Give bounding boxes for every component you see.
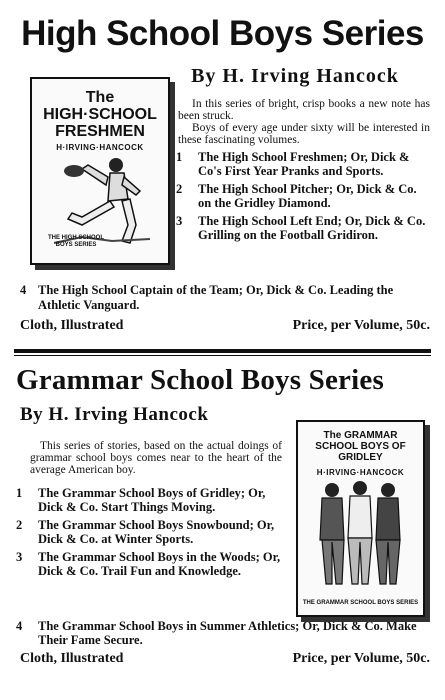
list-item (176, 150, 428, 178)
book-cover-title: The HIGH·SCHOOL FRESHMEN (43, 89, 157, 140)
binding-label: Cloth, Illustrated (20, 318, 124, 333)
list-item-title: The Grammar School Boys of Gridley; Or, Dick & Co. Start Things Moving. (38, 486, 266, 514)
list-item-title: The Grammar School Boys in Summer Athletics; Or, Dick & Co. Make Their Fame Secure. (38, 619, 417, 647)
high-school-freshmen-book-cover (30, 77, 170, 265)
schoolboys-illustration (310, 480, 410, 592)
list-item (16, 619, 430, 647)
intro-paragraph: Boys of every age under sixty will be interested in these fascinating volumes. (178, 122, 430, 146)
list-item-number: 4 (20, 283, 27, 297)
book-cover-series: THE GRAMMAR SCHOOL BOYS SERIES (302, 600, 419, 606)
high-school-series-title: High School Boys Series (21, 14, 424, 53)
list-item (16, 550, 284, 578)
high-school-series-author: By H. Irving Hancock (191, 65, 399, 87)
grammar-school-intro: This series of stories, based on the actual doings of grammar school boys comes near to the heart of the average American boy. (30, 440, 282, 476)
list-item (176, 214, 428, 242)
price-label: Price, per Volume, 50c. (292, 318, 430, 333)
football-player-illustration (52, 155, 152, 245)
list-item (16, 486, 284, 514)
list-item (16, 518, 284, 546)
list-item-title: The High School Freshmen; Or, Dick & Co's First Year Pranks and Sports. (198, 150, 410, 178)
list-item-number: 1 (176, 150, 183, 164)
list-item-number: 3 (16, 550, 23, 564)
intro-paragraph: In this series of bright, crisp books a new note has been struck. (178, 98, 430, 122)
section-divider (14, 349, 431, 356)
list-item-number: 2 (176, 182, 183, 196)
binding-label: Cloth, Illustrated (20, 651, 124, 666)
grammar-school-series-title: Grammar School Boys Series (16, 364, 384, 396)
list-item-title: The High School Captain of the Team; Or, Dick & Co. Leading the Athletic Vanguard. (38, 283, 394, 312)
book-cover-title: The GRAMMAR SCHOOL BOYS OF GRIDLEY (315, 430, 406, 463)
list-item-number: 2 (16, 518, 23, 532)
book-cover-author: H·IRVING·HANCOCK (56, 143, 144, 152)
list-item-number: 1 (16, 486, 23, 500)
grammar-school-boys-book-cover (296, 420, 425, 617)
list-item (176, 182, 428, 210)
grammar-school-series-author: By H. Irving Hancock (20, 404, 209, 425)
high-school-book-list (176, 150, 428, 246)
high-school-intro (178, 98, 430, 146)
list-item-title: The High School Pitcher; Or, Dick & Co. on the Gridley Diamond. (198, 182, 417, 210)
list-item-title: The Grammar School Boys in the Woods; Or, Dick & Co. Trail Fun and Knowledge. (38, 550, 281, 578)
list-item-title: The High School Left End; Or, Dick & Co. Grilling on the Football Gridiron. (198, 214, 426, 242)
list-item-title: The Grammar School Boys Snowbound; Or, Dick & Co. at Winter Sports. (38, 518, 275, 546)
list-item-number: 3 (176, 214, 183, 228)
grammar-school-book-list (16, 486, 284, 582)
price-label: Price, per Volume, 50c. (292, 651, 430, 666)
book-cover-series: THE HIGH SCHOOL BOYS SERIES (47, 235, 104, 248)
list-item-number: 4 (16, 619, 23, 633)
book-cover-author: H·IRVING·HANCOCK (316, 468, 405, 477)
list-item (20, 283, 430, 313)
